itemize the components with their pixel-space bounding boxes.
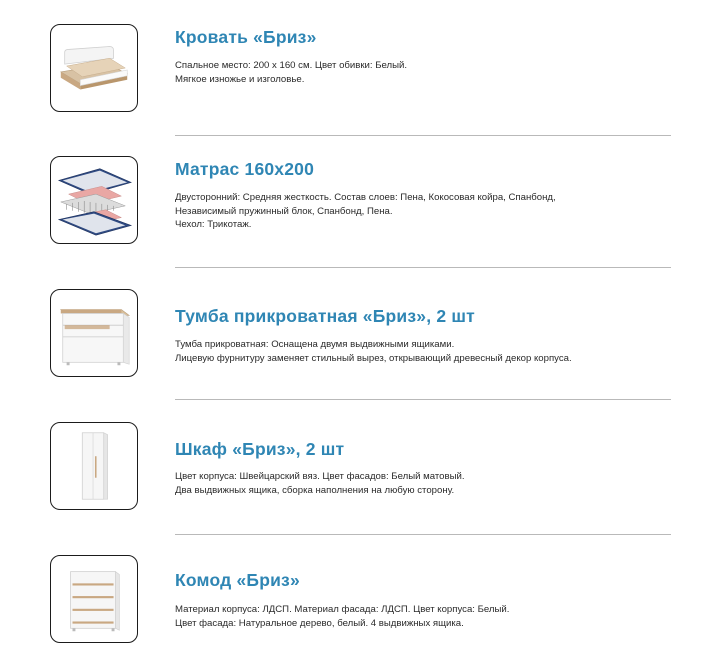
- mattress-illustration: [51, 157, 137, 243]
- nightstand-image: [50, 289, 138, 377]
- section-divider: [175, 135, 671, 136]
- dresser-image: [50, 555, 138, 643]
- description-line: Материал корпуса: ЛДСП. Материал фасада: ЛДСП. Цвет корпуса: Белый.: [175, 604, 510, 615]
- description-line: Независимый пружинный блок, Спанбонд, Пена.: [175, 205, 393, 217]
- wardrobe-image: [50, 422, 138, 510]
- section-divider: [175, 399, 671, 400]
- product-description: [175, 59, 675, 86]
- description-line: Спальное место: 200 x 160 см. Цвет обивки: Белый.: [175, 60, 408, 71]
- description-line: Двусторонний: Средняя жесткость. Состав слоев: Пена, Кокосовая койра, Спанбонд,: [175, 192, 556, 203]
- section-divider: [175, 534, 671, 535]
- product-description: [175, 338, 675, 365]
- description-line: Чехол: Трикотаж.: [175, 219, 252, 230]
- product-title: Матрас 160x200: [175, 159, 315, 179]
- dresser-illustration: [51, 556, 137, 642]
- section-divider: [175, 267, 671, 268]
- bed-illustration: [51, 25, 137, 111]
- product-description: [175, 191, 675, 232]
- description-line: Цвет фасада: Натуральное дерево, белый. 4 выдвижных ящика.: [175, 617, 464, 629]
- product-description: [175, 470, 675, 497]
- product-title: Кровать «Бриз»: [175, 27, 317, 47]
- product-title: Тумба прикроватная «Бриз», 2 шт: [175, 306, 475, 326]
- bed-image: [50, 24, 138, 112]
- product-title: Шкаф «Бриз», 2 шт: [175, 439, 345, 459]
- nightstand-illustration: [51, 290, 137, 376]
- description-line: Два выдвижных ящика, сборка наполнения на любую сторону.: [175, 484, 455, 496]
- mattress-image: [50, 156, 138, 244]
- description-line: Мягкое изножье и изголовье.: [175, 73, 305, 85]
- product-description: [175, 603, 675, 630]
- description-line: Лицевую фурнитуру заменяет стильный вырез, открывающий древесный декор корпуса.: [175, 352, 572, 364]
- wardrobe-illustration: [51, 423, 137, 509]
- description-line: Цвет корпуса: Швейцарский вяз. Цвет фасадов: Белый матовый.: [175, 471, 465, 482]
- product-title: Комод «Бриз»: [175, 570, 300, 590]
- description-line: Тумба прикроватная: Оснащена двумя выдвижными ящиками.: [175, 339, 455, 350]
